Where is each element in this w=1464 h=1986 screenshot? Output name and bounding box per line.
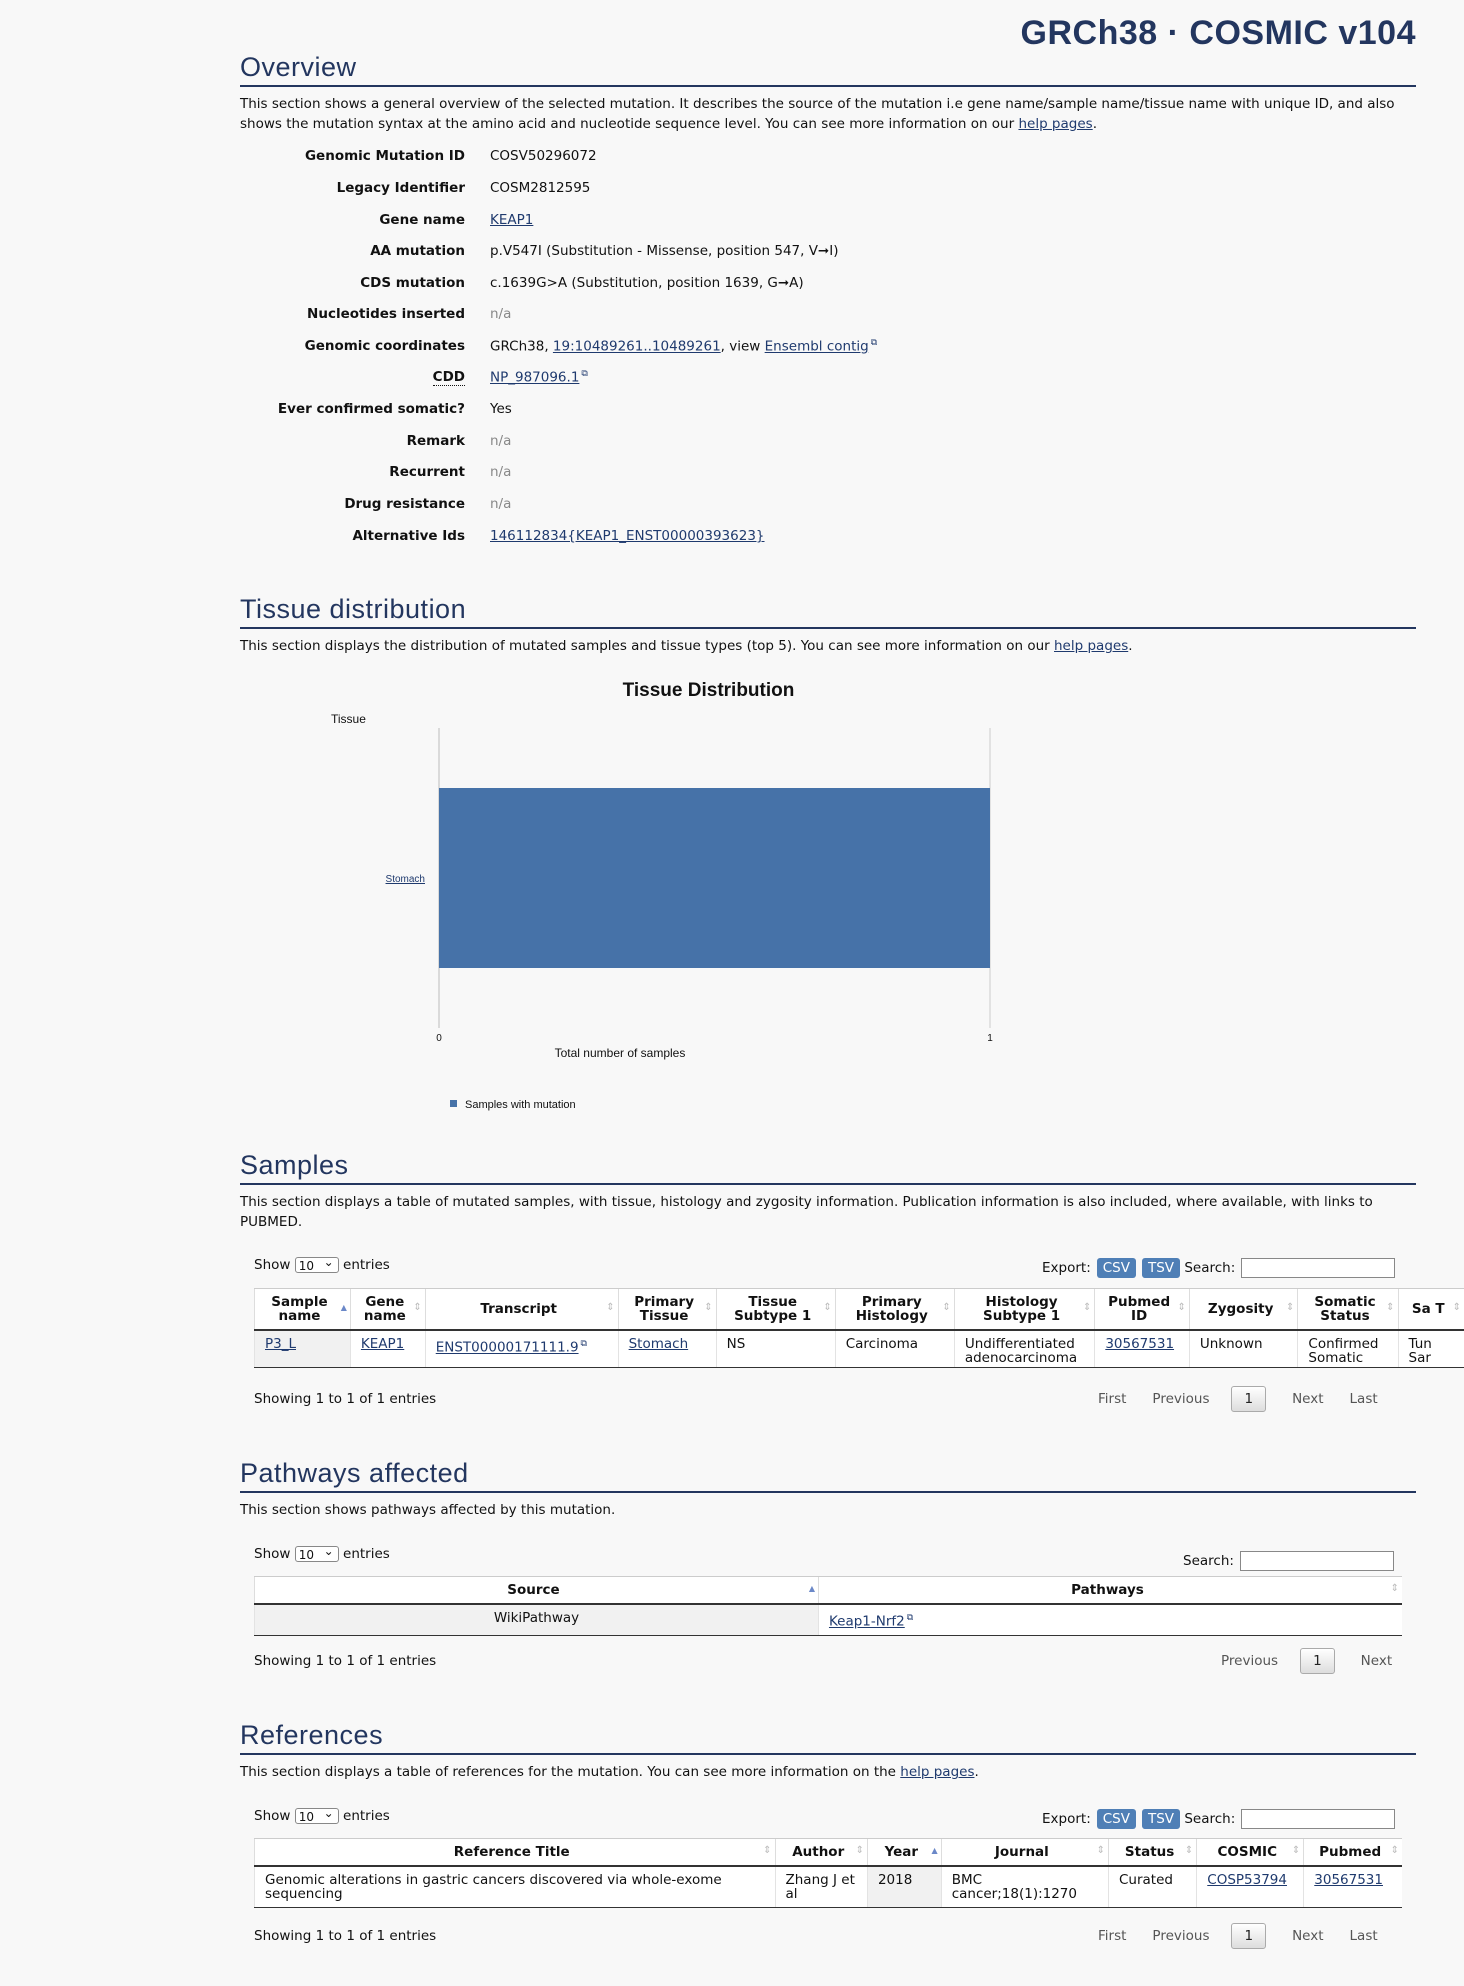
- col-transcript[interactable]: Transcript ⇕: [425, 1289, 618, 1331]
- field-value: n/a: [490, 433, 512, 449]
- references-heading: References: [240, 1720, 1416, 1755]
- coord-mid: , view: [720, 338, 765, 355]
- entries-label: entries: [343, 1257, 390, 1273]
- cell-journal: BMC cancer;18(1):1270: [941, 1866, 1108, 1908]
- field-value: [490, 338, 877, 355]
- cell-gene: [350, 1330, 425, 1368]
- first-button[interactable]: First: [1098, 1928, 1127, 1944]
- field-drug-resistance: [240, 496, 1416, 516]
- col-somatic-status[interactable]: Somatic Status ⇕: [1298, 1289, 1398, 1331]
- coord-prefix: GRCh38,: [490, 338, 553, 355]
- col-zygosity[interactable]: Zygosity ⇕: [1189, 1289, 1298, 1331]
- table-row: [255, 1866, 1403, 1908]
- previous-button[interactable]: Previous: [1152, 1928, 1210, 1944]
- help-pages-link[interactable]: help pages: [1054, 638, 1129, 654]
- overview-heading: Overview: [240, 52, 1416, 87]
- col-sample-type[interactable]: Sa T ⇕: [1398, 1289, 1464, 1331]
- overview-fields: [240, 148, 1416, 548]
- field-alternative-ids: [240, 528, 1416, 548]
- field-label: AA mutation: [370, 243, 465, 259]
- last-button[interactable]: Last: [1349, 1391, 1378, 1407]
- ensembl-contig-link[interactable]: Ensembl contig: [764, 338, 869, 355]
- cell-pathway: [818, 1604, 1402, 1635]
- samples-table-wrap: [254, 1288, 1445, 1382]
- pathways-section: [240, 1458, 1416, 1520]
- x-tick-label: 0: [436, 1033, 442, 1044]
- cell-transcript: [425, 1330, 618, 1368]
- field-nucleotides-inserted: [240, 306, 1416, 326]
- cell-tissue: [618, 1330, 716, 1368]
- export-label: Export:: [1042, 1811, 1091, 1827]
- cell-sample-type: Tun Sar: [1398, 1330, 1464, 1368]
- field-value: COSM2812595: [490, 180, 591, 196]
- overview-desc-text: This section shows a general overview of the selected mutation. It describes the source of the mutation i.e gene name/sample name/tissue name with unique ID, and also shows the mutation syntax at the amino acid and nucleotide sequence level. You can see more information on our: [240, 96, 1395, 132]
- col-source[interactable]: Source ▲: [255, 1577, 819, 1605]
- samples-heading: Samples: [240, 1150, 1416, 1185]
- field-label: Drug resistance: [344, 496, 465, 512]
- cell-status: Confirmed Somatic: [1298, 1330, 1398, 1368]
- col-pubmed-id[interactable]: Pubmed ID ⇕: [1095, 1289, 1190, 1331]
- field-cds-mutation: [240, 275, 1416, 295]
- field-value: c.1639G>A (Substitution, position 1639, G➞A): [490, 275, 804, 291]
- cell-zygosity: Unknown: [1189, 1330, 1298, 1368]
- field-label: Nucleotides inserted: [307, 306, 465, 322]
- pathways-search-input[interactable]: [1240, 1551, 1394, 1571]
- field-label: Genomic Mutation ID: [304, 148, 465, 164]
- col-year[interactable]: Year ▲: [867, 1839, 941, 1867]
- col-journal[interactable]: Journal ⇕: [941, 1839, 1108, 1867]
- field-gene-name: [240, 212, 1416, 232]
- next-button[interactable]: Next: [1292, 1391, 1324, 1407]
- tsv-export-button[interactable]: TSV: [1142, 1809, 1180, 1829]
- field-label: Remark: [406, 433, 465, 449]
- page-size-select[interactable]: 10 ⌄: [295, 1257, 339, 1273]
- pathways-pagination: [1195, 1648, 1392, 1674]
- cell-source: WikiPathway: [255, 1604, 819, 1635]
- first-button[interactable]: First: [1098, 1391, 1127, 1407]
- references-pagination: [1072, 1923, 1378, 1949]
- field-value: n/a: [490, 496, 512, 512]
- cell-sample: [255, 1330, 351, 1368]
- samples-length-control: [254, 1257, 390, 1273]
- external-link-icon: ⧉: [581, 369, 588, 379]
- pubmed-link[interactable]: 30567531: [1105, 1336, 1175, 1352]
- pathways-description: This section shows pathways affected by this mutation.: [240, 1502, 616, 1518]
- cell-cosmic: [1197, 1866, 1304, 1908]
- page-1-button[interactable]: 1: [1300, 1648, 1335, 1674]
- last-button[interactable]: Last: [1349, 1928, 1378, 1944]
- page-1-button[interactable]: 1: [1231, 1386, 1266, 1412]
- show-label: Show: [254, 1546, 291, 1562]
- cell-title: Genomic alterations in gastric cancers discovered via whole-exome sequencing: [255, 1866, 776, 1908]
- search-label: Search:: [1184, 1260, 1236, 1276]
- col-primary-tissue[interactable]: Primary Tissue ⇕: [618, 1289, 716, 1331]
- field-label: Legacy Identifier: [336, 180, 465, 196]
- previous-button[interactable]: Previous: [1221, 1653, 1279, 1669]
- help-pages-link[interactable]: help pages: [1018, 116, 1093, 132]
- category-label-stomach: Stomach: [385, 874, 425, 885]
- overview-desc-end: .: [1092, 116, 1097, 132]
- table-row: [255, 1604, 1403, 1635]
- samples-description: This section displays a table of mutated samples, with tissue, histology and zygosity information. Publication information is also included, where available, with links to PUBMED.: [240, 1194, 1373, 1230]
- legend-label: Samples with mutation: [465, 1099, 576, 1111]
- previous-button[interactable]: Previous: [1152, 1391, 1210, 1407]
- references-section: [240, 1720, 1416, 1782]
- table-header-row: [255, 1577, 1403, 1605]
- field-label: Ever confirmed somatic?: [277, 401, 465, 417]
- pathways-info: Showing 1 to 1 of 1 entries: [254, 1653, 437, 1669]
- samples-table: [254, 1288, 1464, 1368]
- next-button[interactable]: Next: [1292, 1928, 1324, 1944]
- show-label: Show: [254, 1808, 291, 1824]
- field-value: [490, 369, 588, 386]
- page-title: GRCh38 · COSMIC v104: [1020, 14, 1416, 52]
- col-primary-histology[interactable]: Primary Histology ⇕: [835, 1289, 954, 1331]
- field-aa-mutation: [240, 243, 1416, 263]
- cell-histology-subtype: Undifferentiated adenocarcinoma: [954, 1330, 1095, 1368]
- page-size-select[interactable]: 10 ⌄: [295, 1546, 339, 1562]
- bar-stomach: [439, 788, 990, 968]
- field-label: CDD: [432, 369, 465, 385]
- overview-section: [240, 52, 1416, 134]
- gene-link[interactable]: KEAP1: [360, 1336, 405, 1352]
- field-value: n/a: [490, 464, 512, 480]
- chart-title: Tissue Distribution: [622, 680, 795, 701]
- external-link-icon: ⧉: [906, 1613, 914, 1623]
- table-row: [255, 1330, 1464, 1368]
- cell-subtype: NS: [716, 1330, 835, 1368]
- transcript-link[interactable]: ENST00000171111.9: [435, 1339, 579, 1356]
- field-value: Yes: [490, 401, 512, 417]
- tissue-section: [240, 594, 1416, 656]
- x-tick-label: 1: [987, 1033, 993, 1044]
- col-reference-title[interactable]: Reference Title ⇕: [255, 1839, 776, 1867]
- references-description: [240, 1762, 1416, 1782]
- col-tissue-subtype[interactable]: Tissue Subtype 1 ⇕: [716, 1289, 835, 1331]
- field-remark: [240, 433, 1416, 453]
- cosmic-link[interactable]: COSP53794: [1207, 1872, 1287, 1888]
- external-link-icon: ⧉: [580, 1339, 587, 1349]
- pathways-heading: Pathways affected: [240, 1458, 1416, 1493]
- field-label: CDS mutation: [360, 275, 465, 291]
- samples-section: [240, 1150, 1416, 1232]
- tsv-export-button[interactable]: TSV: [1142, 1258, 1180, 1278]
- help-pages-link[interactable]: help pages: [900, 1764, 975, 1780]
- field-label: Recurrent: [389, 464, 465, 480]
- pathways-length-control: [254, 1546, 390, 1562]
- field-value: COSV50296072: [490, 148, 597, 164]
- pubmed-link[interactable]: 30567531: [1314, 1872, 1383, 1888]
- cdd-link[interactable]: NP_987096.1: [490, 369, 580, 386]
- csv-export-button[interactable]: CSV: [1097, 1258, 1136, 1278]
- samples-search-input[interactable]: [1241, 1258, 1395, 1278]
- field-label: Alternative Ids: [352, 528, 465, 544]
- external-link-icon: ⧉: [870, 338, 878, 348]
- references-desc-end: .: [974, 1764, 979, 1780]
- field-genomic-coordinates: [240, 338, 1416, 358]
- show-label: Show: [254, 1257, 291, 1273]
- samples-pagination: [1072, 1386, 1378, 1412]
- references-desc-text: This section displays a table of references for the mutation. You can see more information on the: [240, 1764, 901, 1780]
- field-genomic-mutation-id: [240, 148, 1416, 168]
- col-sample-name[interactable]: Sample name ▲: [255, 1289, 351, 1331]
- table-header-row: [255, 1839, 1403, 1867]
- field-cdd: [240, 369, 1416, 389]
- cell-pubmed: [1304, 1866, 1402, 1908]
- field-value: n/a: [490, 306, 512, 322]
- search-label: Search:: [1183, 1553, 1234, 1569]
- col-author[interactable]: Author ⇕: [775, 1839, 867, 1867]
- field-label: Gene name: [379, 212, 465, 228]
- col-histology-subtype[interactable]: Histology Subtype 1 ⇕: [954, 1289, 1095, 1331]
- references-length-control: [254, 1808, 390, 1824]
- cell-status: Curated: [1108, 1866, 1196, 1908]
- field-value: p.V547I (Substitution - Missense, position 547, V➞I): [490, 243, 839, 259]
- col-status[interactable]: Status ⇕: [1108, 1839, 1196, 1867]
- col-cosmic[interactable]: COSMIC ⇕: [1197, 1839, 1304, 1867]
- cell-histology: Carcinoma: [835, 1330, 954, 1368]
- tissue-link[interactable]: Stomach: [628, 1336, 689, 1352]
- gene-name-link[interactable]: KEAP1: [490, 212, 534, 228]
- references-table: [254, 1838, 1402, 1908]
- alternative-id-link[interactable]: 146112834{KEAP1_ENST00000393623}: [490, 528, 765, 544]
- field-ever-confirmed-somatic: [240, 401, 1416, 421]
- csv-export-button[interactable]: CSV: [1097, 1809, 1136, 1829]
- cell-author: Zhang J et al: [775, 1866, 867, 1908]
- samples-export-search: [1042, 1258, 1395, 1278]
- references-export-search: [1042, 1809, 1395, 1829]
- next-button[interactable]: Next: [1360, 1653, 1393, 1669]
- coordinates-link[interactable]: 19:10489261..10489261: [552, 338, 721, 355]
- entries-label: entries: [343, 1546, 390, 1562]
- pathways-table: [254, 1576, 1402, 1636]
- tissue-desc-end: .: [1128, 638, 1133, 654]
- pathways-search: [1183, 1551, 1394, 1571]
- field-label: Genomic coordinates: [304, 338, 465, 354]
- search-label: Search:: [1184, 1811, 1236, 1827]
- export-label: Export:: [1042, 1260, 1091, 1276]
- tissue-heading: Tissue distribution: [240, 594, 1416, 629]
- x-axis-label: Total number of samples: [554, 1046, 686, 1060]
- references-search-input[interactable]: [1241, 1809, 1395, 1829]
- cell-pubmed: [1095, 1330, 1190, 1368]
- pathway-link[interactable]: Keap1-Nrf2: [828, 1613, 905, 1630]
- field-legacy-identifier: [240, 180, 1416, 200]
- page-size-select[interactable]: 10 ⌄: [295, 1808, 339, 1824]
- col-pathways[interactable]: Pathways ⇕: [818, 1577, 1402, 1605]
- entries-label: entries: [343, 1808, 390, 1824]
- table-header-row: [255, 1289, 1464, 1331]
- field-recurrent: [240, 464, 1416, 484]
- tissue-desc-text: This section displays the distribution of mutated samples and tissue types (top 5). You can see more information on our: [240, 638, 1054, 654]
- col-pubmed[interactable]: Pubmed ⇕: [1304, 1839, 1402, 1867]
- cell-year: 2018: [867, 1866, 941, 1908]
- references-info: Showing 1 to 1 of 1 entries: [254, 1928, 437, 1944]
- sample-link[interactable]: P3_L: [265, 1336, 297, 1352]
- page-1-button[interactable]: 1: [1231, 1923, 1266, 1949]
- col-gene-name[interactable]: Gene name ⇕: [350, 1289, 425, 1331]
- samples-info: Showing 1 to 1 of 1 entries: [254, 1391, 437, 1407]
- overview-description: [240, 94, 1416, 134]
- legend-swatch: [450, 1100, 457, 1107]
- tissue-description: [240, 636, 1416, 656]
- y-axis-label: Tissue: [331, 712, 366, 726]
